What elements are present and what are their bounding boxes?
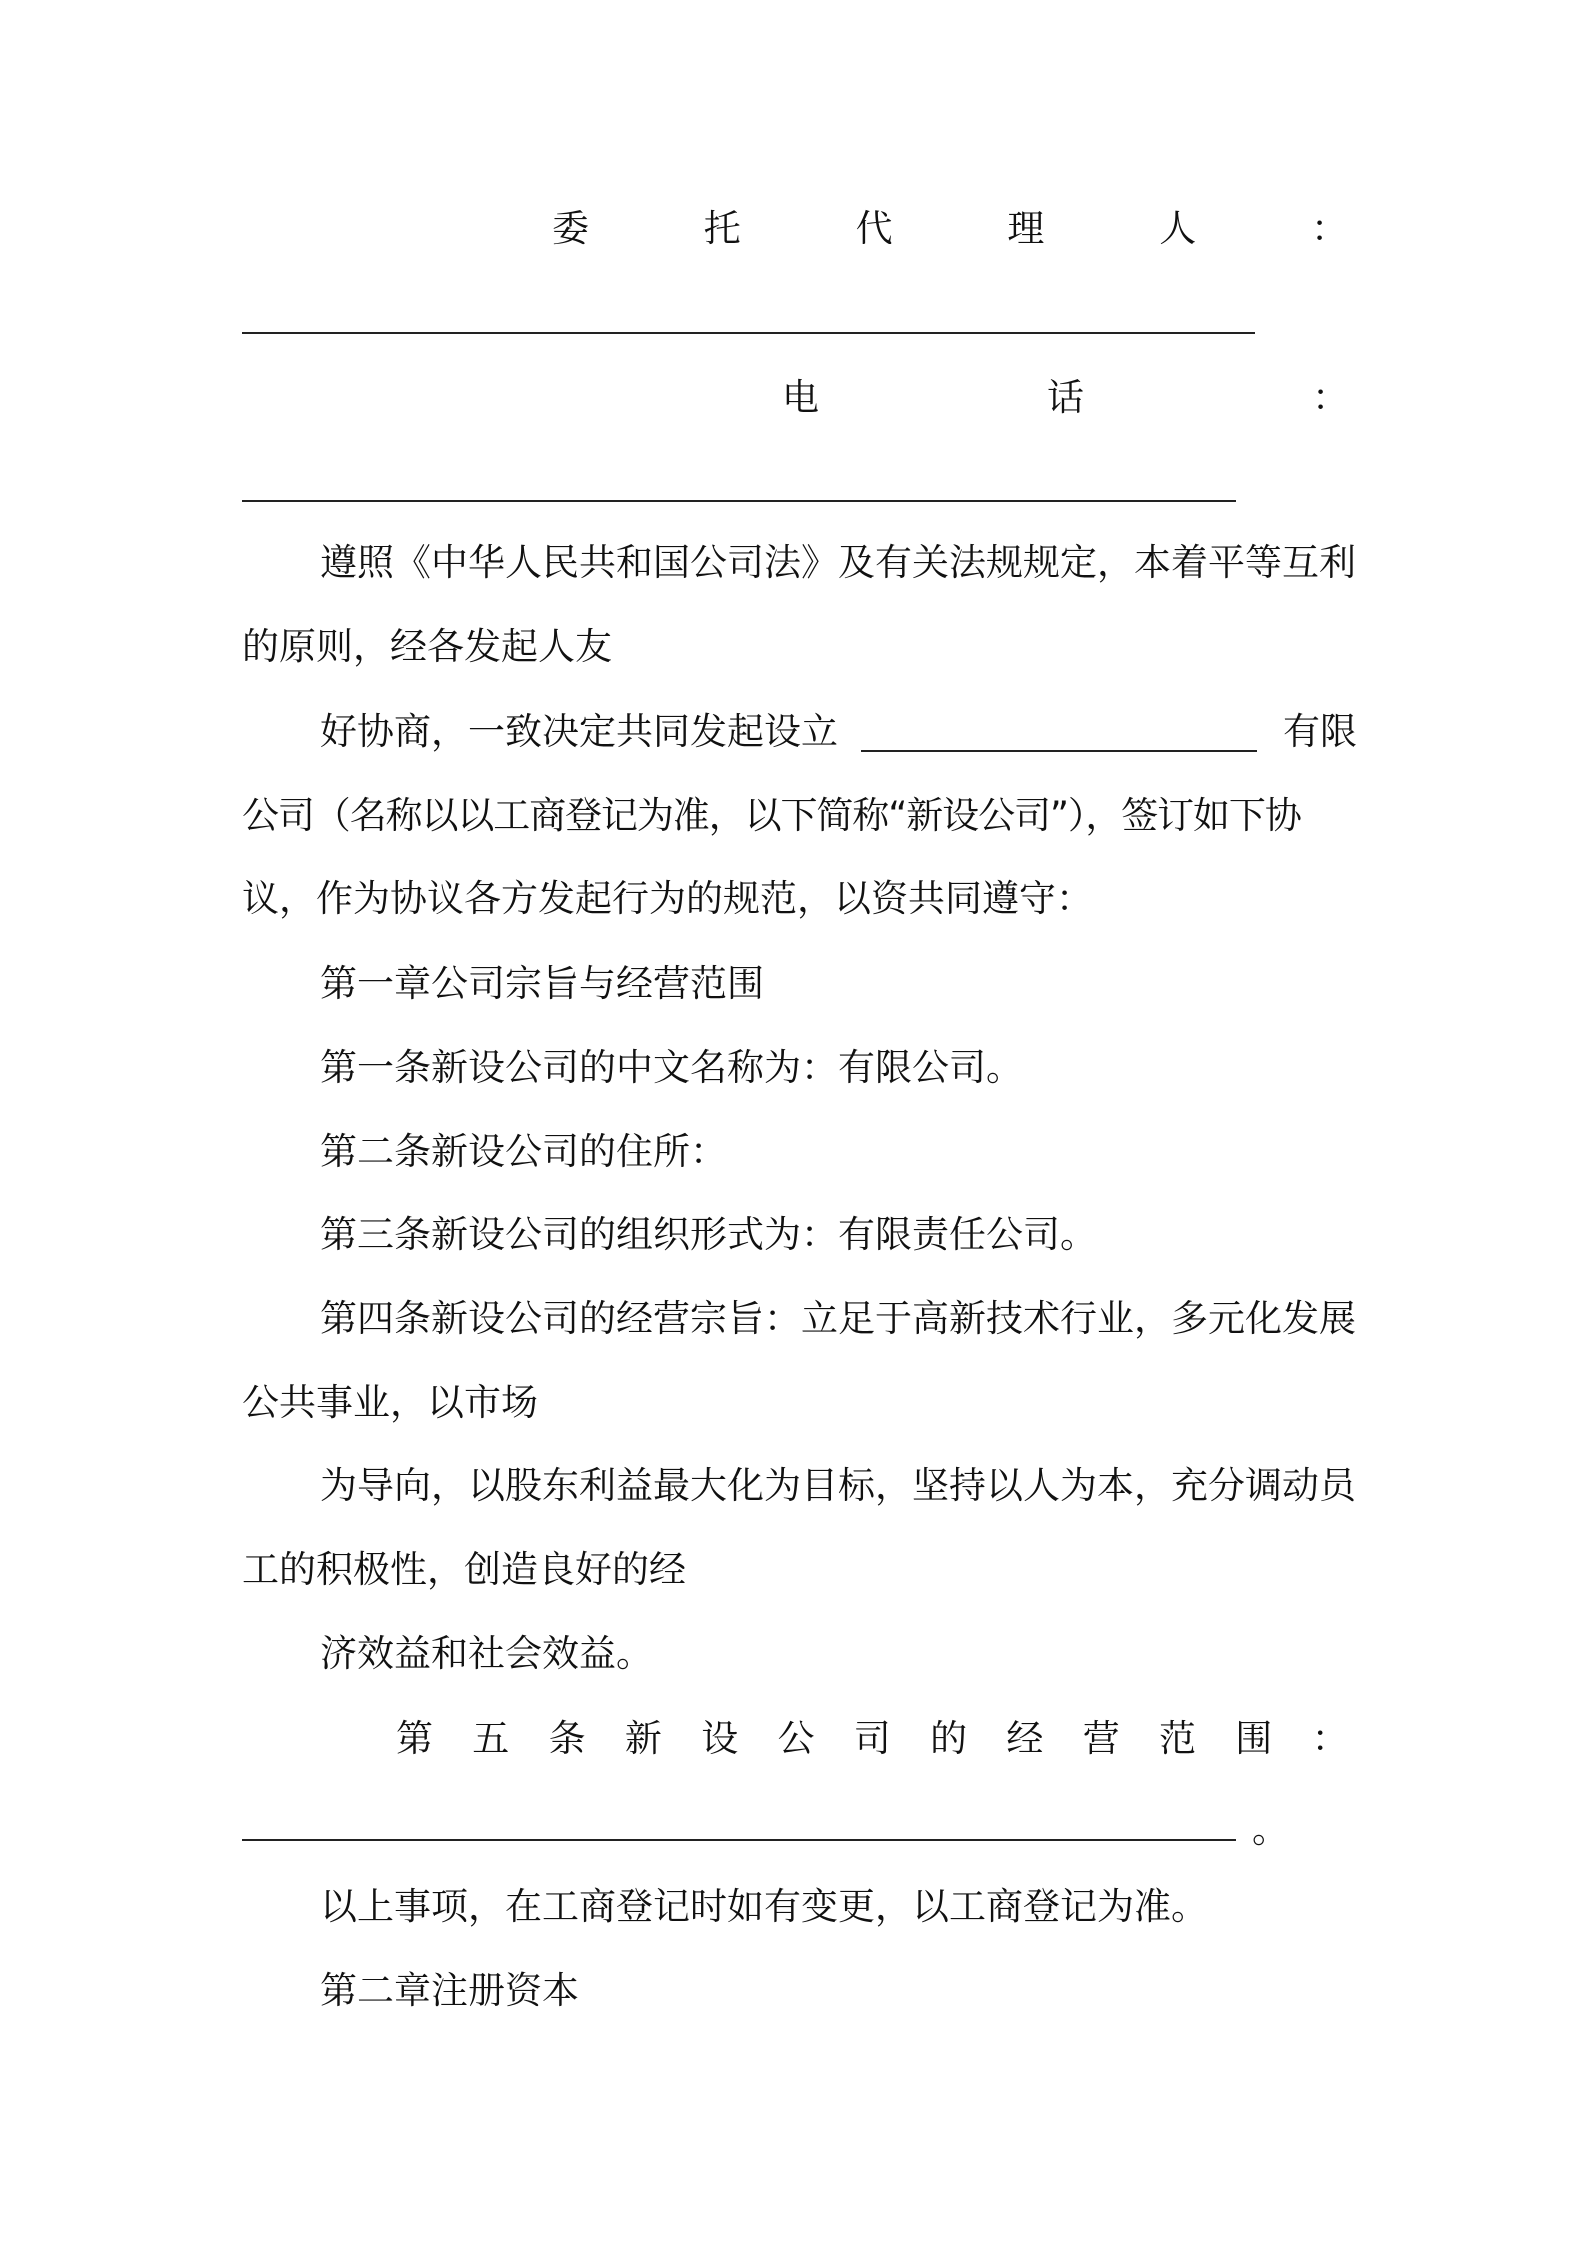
preamble-line: 好协商，一致决定共同发起设立 <box>320 710 838 753</box>
article-4-line: 第四条新设公司的经营宗旨：立足于高新技术行业，多元化发展 <box>320 1297 1356 1340</box>
article-5-period: 。 <box>1252 1808 1289 1851</box>
preamble-line: 公司（名称以以工商登记为准，以下简称“新设公司”），签订如下协 <box>242 794 1301 837</box>
phone-blank-line <box>242 500 1236 502</box>
registration-note: 以上事项，在工商登记时如有变更，以工商登记为准。 <box>320 1885 1208 1928</box>
article-2: 第二条新设公司的住所： <box>320 1130 727 1173</box>
company-name-blank-line <box>861 750 1257 752</box>
article-5-label: 第五条新设公司的经营范围： <box>396 1717 1388 1760</box>
agent-label: 委托代理人： <box>552 207 1463 250</box>
phone-label: 电话： <box>782 376 1577 419</box>
chapter-title: 第一章公司宗旨与经营范围 <box>320 962 764 1005</box>
article-1: 第一条新设公司的中文名称为：有限公司。 <box>320 1046 1023 1089</box>
article-4-line: 济效益和社会效益。 <box>320 1632 653 1675</box>
article-4-line: 公共事业，以市场 <box>242 1381 538 1424</box>
agent-blank-line <box>242 332 1255 334</box>
preamble-line-suffix: 有限 <box>1283 710 1357 753</box>
article-4-line: 为导向，以股东利益最大化为目标，坚持以人为本，充分调动员 <box>320 1464 1356 1507</box>
article-4-line: 工的积极性，创造良好的经 <box>242 1548 686 1591</box>
chapter-title: 第二章注册资本 <box>320 1969 579 2012</box>
preamble-line: 遵照《中华人民共和国公司法》及有关法规规定，本着平等互利 <box>320 541 1356 584</box>
preamble-line: 的原则，经各发起人友 <box>242 625 612 668</box>
preamble-line: 议，作为协议各方发起行为的规范，以资共同遵守： <box>242 877 1093 920</box>
article-3: 第三条新设公司的组织形式为：有限责任公司。 <box>320 1213 1097 1256</box>
business-scope-blank-line <box>242 1839 1236 1841</box>
